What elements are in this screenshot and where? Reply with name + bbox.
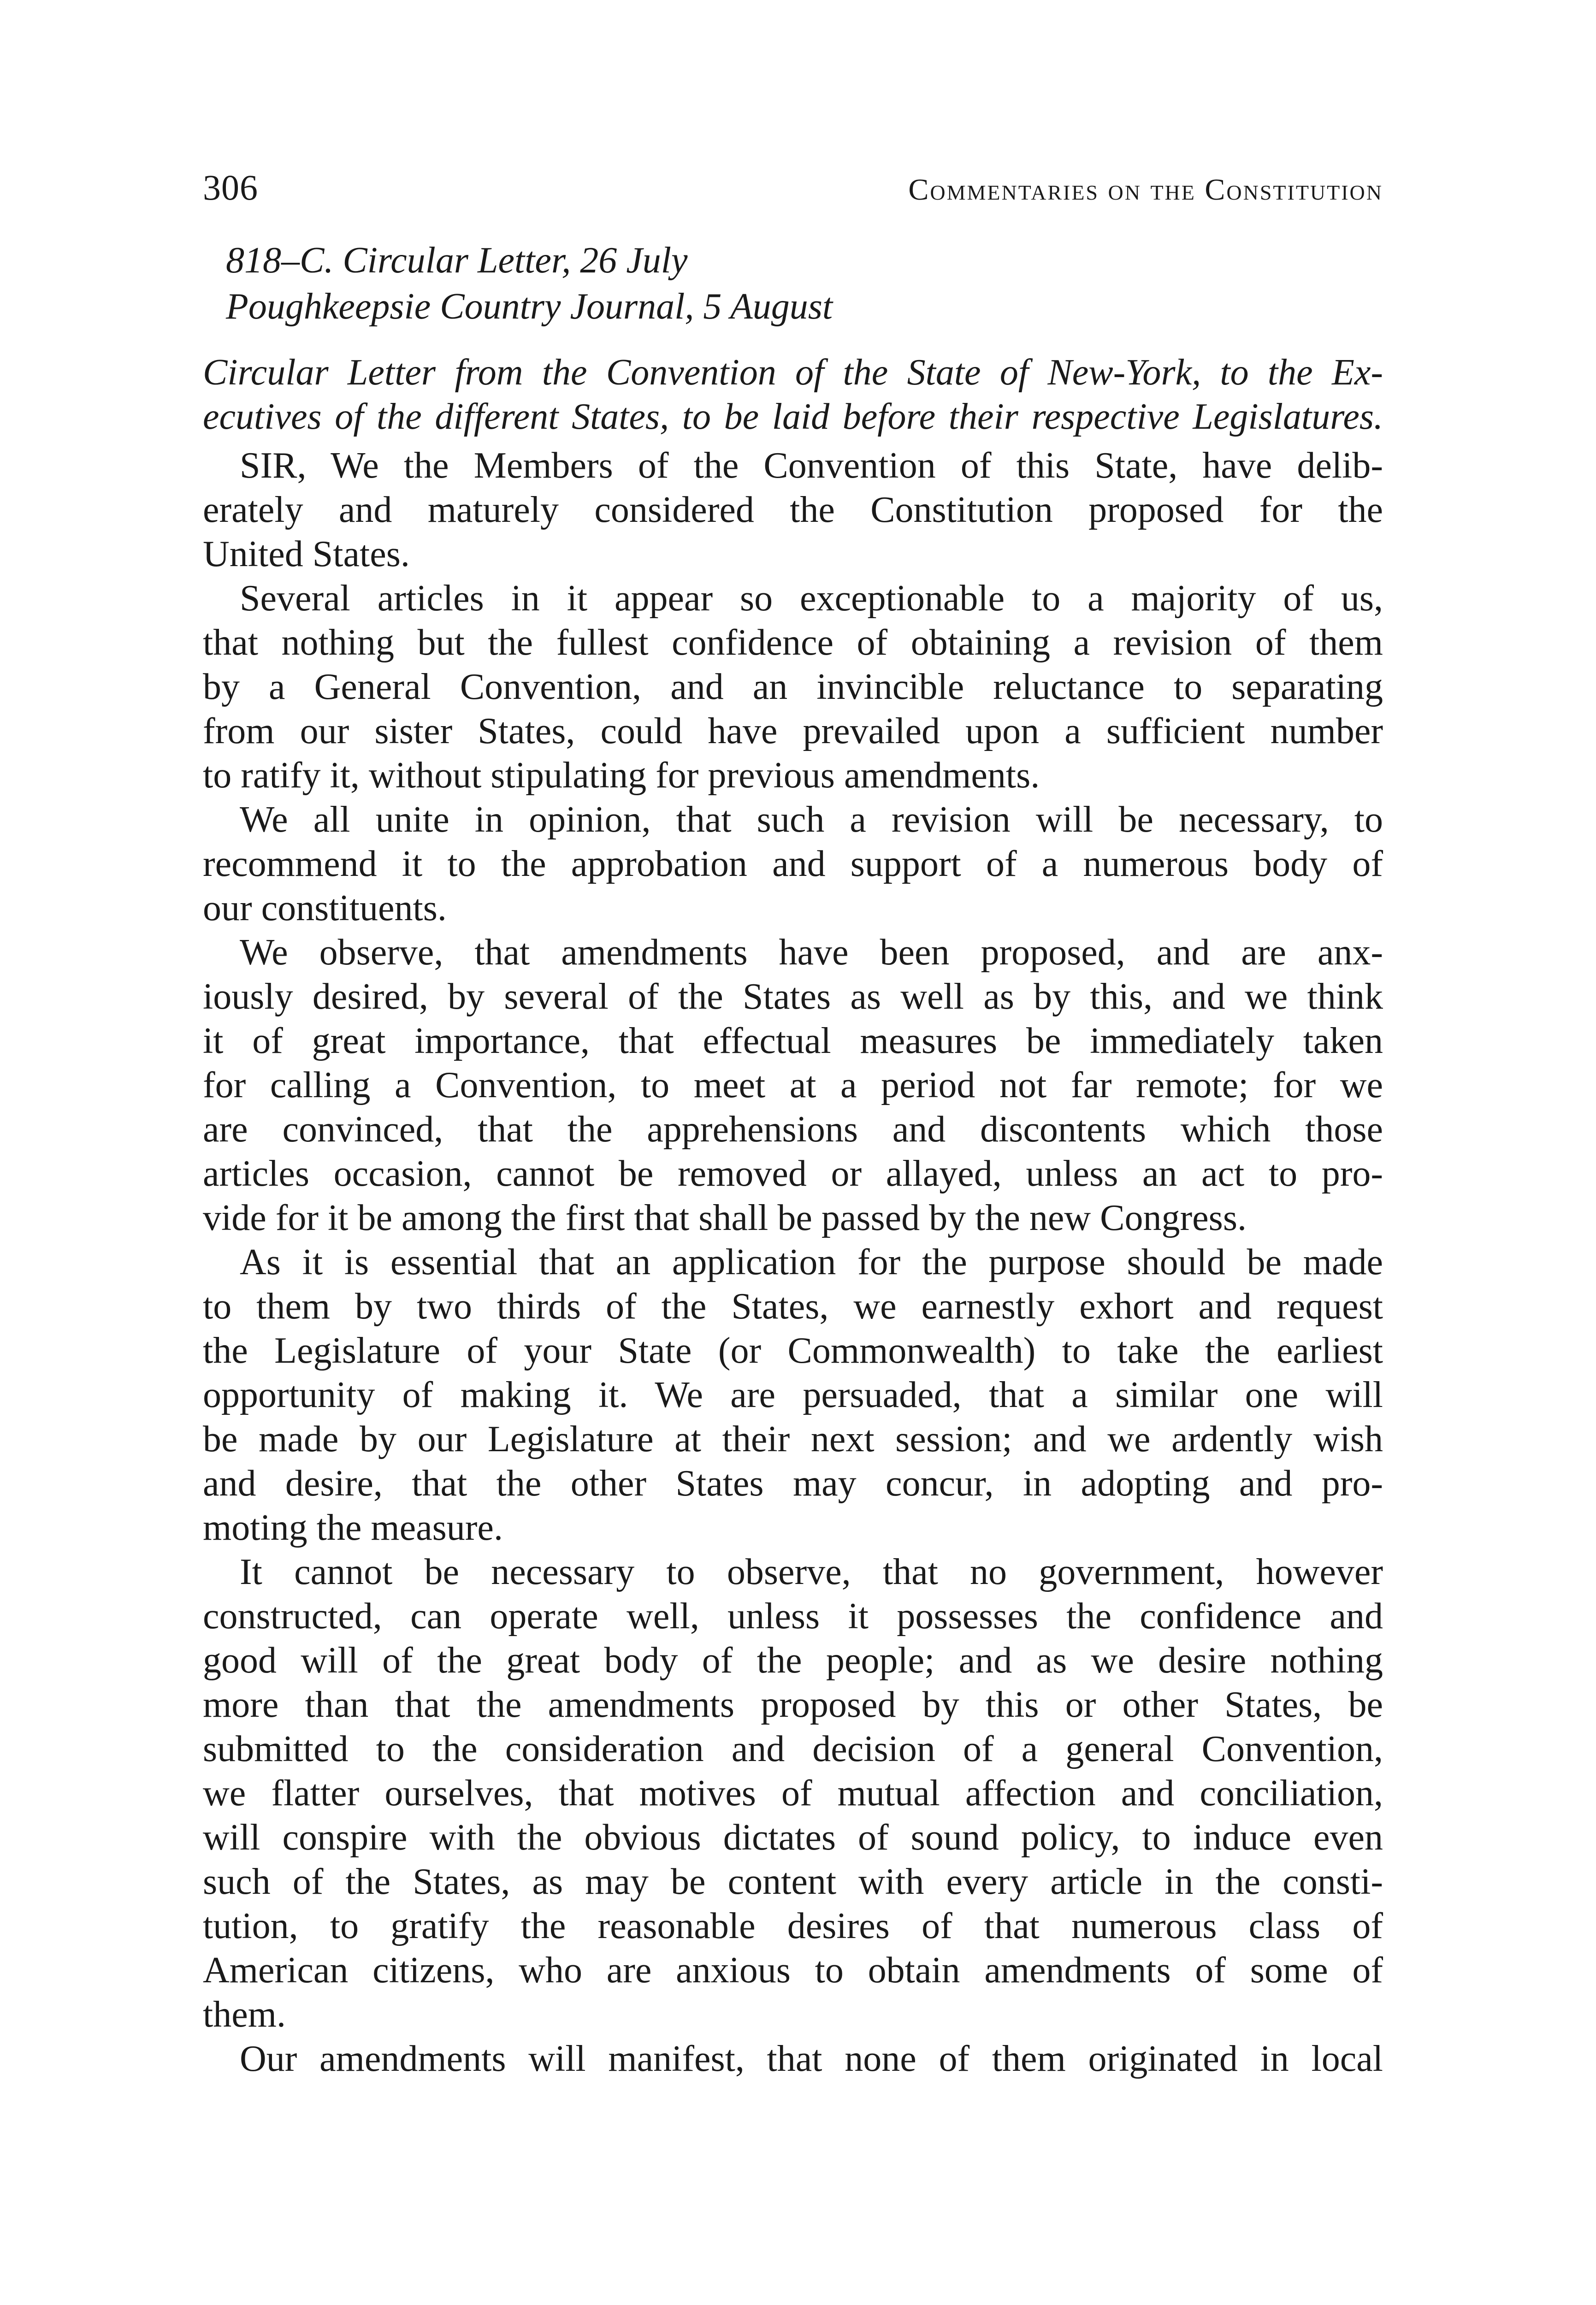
text-line: be made by our Legislature at their next session; and we ardently wish [203,1419,1383,1460]
text-line: American citizens, who are anxious to obtain amendments of some of [203,1950,1383,1991]
text-line: As it is essential that an application for the purpose should be made [240,1242,1383,1283]
letter-heading [203,350,1383,439]
text-line: vide for it be among the first that shall be passed by the new Congress. [203,1198,1247,1238]
text-line: to them by two thirds of the States, we earnestly exhort and request [203,1286,1383,1327]
document-title: 818–C. Circular Letter, 26 July [226,240,688,281]
paragraph [203,2037,1383,2081]
text-line: more than that the amendments proposed by this or other States, be [203,1684,1383,1725]
text-line: such of the States, as may be content with every article in the consti- [203,1862,1383,1902]
text-line: our constituents. [203,888,447,928]
text-line: recommend it to the approbation and support of a numerous body of [203,844,1383,884]
text-line: SIR, We the Members of the Convention of this State, have delib- [240,445,1383,486]
text-line: the Legislature of your State (or Commonwealth) to take the earliest [203,1330,1383,1371]
text-line: we flatter ourselves, that motives of mutual affection and conciliation, [203,1773,1383,1814]
heading-line: ecutives of the different States, to be laid before their respective Legislatures. [203,396,1383,437]
text-line: It cannot be necessary to observe, that no government, however [240,1552,1383,1592]
text-line: and desire, that the other States may concur, in adopting and pro- [203,1463,1383,1504]
running-head: Commentaries on the Constitution [908,173,1383,207]
text-line: good will of the great body of the people; and as we desire nothing [203,1640,1383,1681]
text-line: from our sister States, could have prevailed upon a sufficient number [203,711,1383,751]
letter-body [203,443,1383,2081]
heading-line: Circular Letter from the Convention of the State of New-York, to the Ex- [203,352,1383,393]
text-line: moting the measure. [203,1507,503,1548]
text-line: United States. [203,534,410,574]
text-line: articles occasion, cannot be removed or allayed, unless an act to pro- [203,1153,1383,1194]
text-line: opportunity of making it. We are persuaded, that a similar one will [203,1375,1383,1415]
text-line: iously desired, by several of the States as well as by this, and we think [203,976,1383,1017]
text-line: We all unite in opinion, that such a revision will be necessary, to [240,799,1383,840]
text-line: by a General Convention, and an invincible reluctance to separating [203,667,1383,707]
document-source: Poughkeepsie Country Journal, 5 August [226,286,833,327]
paragraph [203,1240,1383,1550]
text-line: that nothing but the fullest confidence of obtaining a revision of them [203,622,1383,663]
paragraph [203,930,1383,1240]
paragraph [203,798,1383,930]
text-line: Our amendments will manifest, that none of them originated in local [240,2039,1383,2079]
text-line: for calling a Convention, to meet at a period not far remote; for we [203,1065,1383,1105]
page-number: 306 [203,167,258,207]
text-line: Several articles in it appear so exceptionable to a majority of us, [240,578,1383,619]
text-line: will conspire with the obvious dictates of sound policy, to induce even [203,1817,1383,1858]
text-line: are convinced, that the apprehensions and discontents which those [203,1109,1383,1150]
text-line: submitted to the consideration and decision of a general Convention, [203,1729,1383,1769]
text-line: them. [203,1994,286,2035]
paragraph [203,576,1383,798]
text-line: constructed, can operate well, unless it possesses the confidence and [203,1596,1383,1637]
text-line: We observe, that amendments have been proposed, and are anx- [240,932,1383,973]
paragraph [203,1550,1383,2037]
text-line: it of great importance, that effectual measures be immediately taken [203,1021,1383,1061]
text-line: erately and maturely considered the Constitution proposed for the [203,490,1383,530]
paragraph [203,443,1383,576]
page-header [203,167,1383,208]
text-line: to ratify it, without stipulating for previous amendments. [203,755,1040,796]
text-line: tution, to gratify the reasonable desires of that numerous class of [203,1906,1383,1946]
